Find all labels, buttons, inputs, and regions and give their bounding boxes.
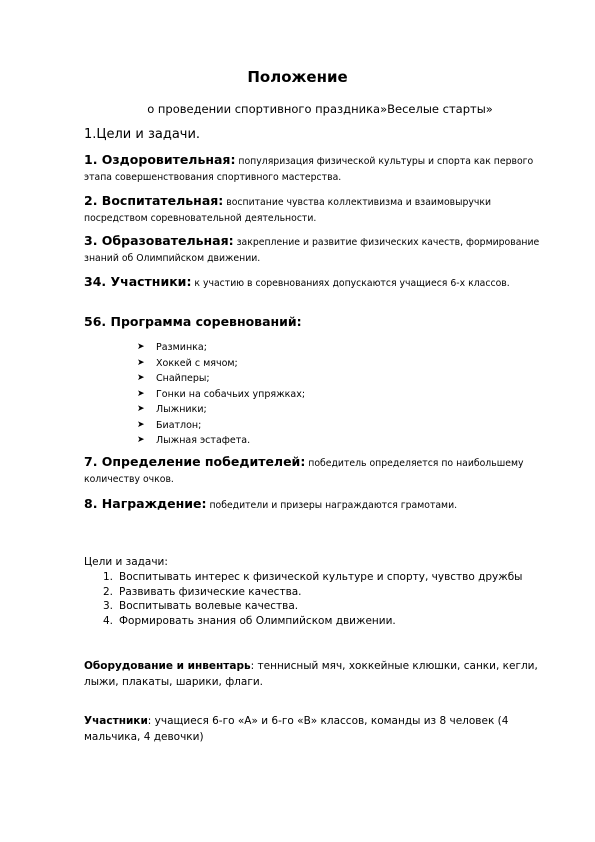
list-item-text: Лыжная эстафета.	[156, 435, 251, 446]
goals-heading: 1.Цели и задачи.	[84, 127, 201, 142]
list-item-number: 4.	[103, 614, 114, 627]
arrowhead-bullet-icon: ➤	[137, 435, 145, 445]
list-item-text: Развивать физические качества.	[119, 585, 302, 598]
list-item	[137, 402, 305, 418]
section-winners	[84, 454, 554, 488]
section-heading: 8. Награждение:	[84, 496, 207, 511]
section-heading: 34. Участники:	[84, 274, 192, 289]
list-item-text: Разминка;	[156, 342, 207, 353]
list-item-text: Гонки на собачьих упряжках;	[156, 388, 306, 400]
section-text: к участию в соревнованиях допускаются учащиеся 6-х классов.	[191, 278, 510, 289]
list-item	[137, 418, 305, 434]
arrowhead-bullet-icon: ➤	[137, 388, 145, 399]
list-item-text: Воспитывать волевые качества.	[119, 600, 299, 612]
list-item-number: 1.	[103, 571, 114, 583]
section-participants-rule	[84, 274, 554, 292]
program-list	[137, 340, 305, 449]
section-heading: 3. Образовательная:	[84, 233, 234, 248]
list-item	[137, 356, 305, 372]
section-heading: 7. Определение победителей:	[84, 454, 306, 469]
section-text: победители и призеры награждаются грамотами.	[206, 500, 458, 511]
list-item-text: Лыжники;	[156, 404, 207, 415]
tasks-label: Цели и задачи:	[84, 556, 168, 568]
arrowhead-bullet-icon: ➤	[137, 373, 145, 383]
section-program	[84, 314, 554, 332]
section-text: популяризация физической культуры и спорта как первого этапа совершенствования спортивного мастерства.	[84, 156, 534, 183]
list-item-text: Снайперы;	[156, 373, 210, 384]
list-item	[103, 599, 543, 614]
section-awards	[84, 496, 554, 514]
list-item	[103, 570, 543, 585]
list-item-number: 2.	[103, 585, 114, 598]
arrowhead-bullet-icon: ➤	[137, 342, 145, 352]
list-item	[137, 433, 305, 449]
document-title: Положение	[247, 68, 348, 86]
list-item-text: Хоккей с мячом;	[156, 357, 238, 369]
section-heading: 1. Оздоровительная:	[84, 152, 236, 167]
section-heading: 56. Программа соревнований:	[84, 314, 302, 329]
arrowhead-bullet-icon: ➤	[137, 357, 145, 368]
list-item	[137, 340, 305, 356]
list-item-text: Формировать знания об Олимпийском движении.	[119, 614, 396, 627]
equipment-heading: Оборудование и инвентарь	[84, 660, 251, 672]
document-subtitle: о проведении спортивного праздника»Веселые старты»	[147, 102, 493, 116]
section-education	[84, 233, 554, 267]
participants-text: : учащиеся 6-го «А» и 6-го «В» классов, команды из 8 человек (4 мальчика, 4 девочки)	[84, 715, 509, 743]
equipment-text: : теннисный мяч, хоккейные клюшки, санки, кегли, лыжи, плакаты, шарики, флаги.	[84, 660, 538, 688]
section-text: закрепление и развитие физических качеств, формирование знаний об Олимпийском движении.	[84, 237, 540, 264]
section-text: воспитание чувства коллективизма и взаимовыручки посредством соревновательной деятельности.	[84, 197, 492, 224]
section-heading: 2. Воспитательная:	[84, 193, 224, 208]
arrowhead-bullet-icon: ➤	[137, 404, 145, 414]
participants-paragraph	[84, 713, 554, 745]
list-item-text: Воспитывать интерес к физической культуре и спорту, чувство дружбы	[119, 571, 523, 583]
list-item-number: 3.	[103, 600, 114, 612]
section-health	[84, 152, 554, 186]
list-item-text: Биатлон;	[156, 419, 202, 431]
tasks-list	[103, 570, 543, 628]
list-item	[103, 585, 543, 600]
section-text: победитель определяется по наибольшему количеству очков.	[84, 458, 524, 485]
list-item	[137, 387, 305, 403]
participants-heading: Участники	[84, 715, 148, 727]
list-item	[103, 614, 543, 629]
arrowhead-bullet-icon: ➤	[137, 419, 145, 430]
section-upbringing	[84, 193, 554, 227]
equipment-paragraph	[84, 658, 554, 690]
list-item	[137, 371, 305, 387]
